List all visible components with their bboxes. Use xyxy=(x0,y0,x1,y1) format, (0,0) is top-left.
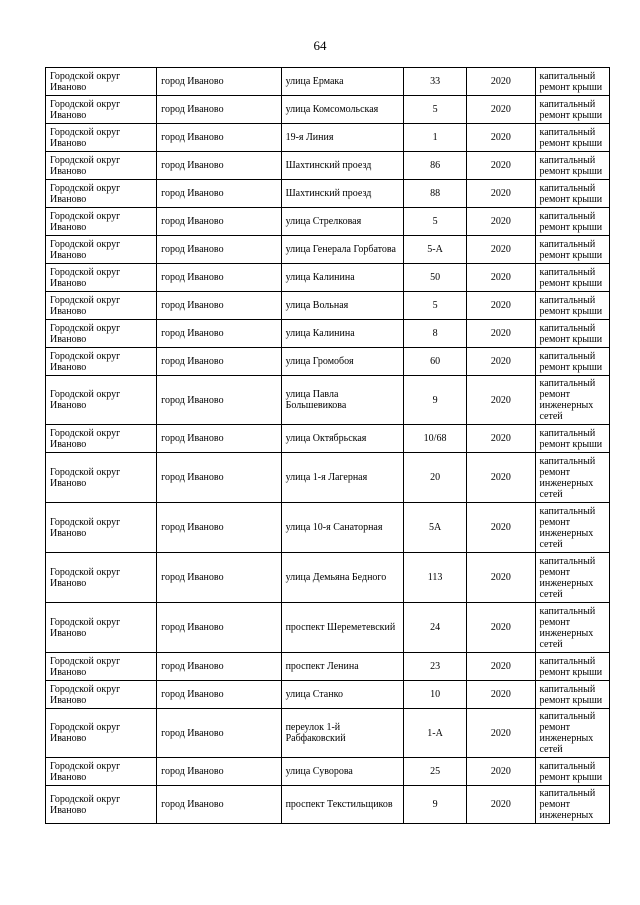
street-cell: улица 1-я Лагерная xyxy=(281,453,403,503)
table-row xyxy=(46,553,610,603)
city-cell: город Иваново xyxy=(157,180,281,208)
house-number-cell: 10/68 xyxy=(403,425,466,453)
year-cell: 2020 xyxy=(467,124,535,152)
city-cell: город Иваново xyxy=(157,376,281,425)
work-type-cell: капитальный ремонт крыши xyxy=(535,758,610,786)
district-cell: Городской округ Иваново xyxy=(46,453,157,503)
district-cell: Городской округ Иваново xyxy=(46,603,157,653)
house-number-cell: 60 xyxy=(403,348,466,376)
table-row xyxy=(46,264,610,292)
street-cell: 19-я Линия xyxy=(281,124,403,152)
city-cell: город Иваново xyxy=(157,96,281,124)
table-row xyxy=(46,320,610,348)
work-type-cell: капитальный ремонт крыши xyxy=(535,320,610,348)
year-cell: 2020 xyxy=(467,320,535,348)
year-cell: 2020 xyxy=(467,503,535,553)
year-cell: 2020 xyxy=(467,653,535,681)
street-cell: улица Павла Большевикова xyxy=(281,376,403,425)
table-row xyxy=(46,653,610,681)
street-cell: проспект Текстильщиков xyxy=(281,786,403,824)
table-row xyxy=(46,681,610,709)
district-cell: Городской округ Иваново xyxy=(46,681,157,709)
table-row xyxy=(46,453,610,503)
house-number-cell: 1 xyxy=(403,124,466,152)
work-type-cell: капитальный ремонт инженерных сетей xyxy=(535,503,610,553)
table-row xyxy=(46,152,610,180)
year-cell: 2020 xyxy=(467,758,535,786)
district-cell: Городской округ Иваново xyxy=(46,653,157,681)
year-cell: 2020 xyxy=(467,681,535,709)
street-cell: улица Вольная xyxy=(281,292,403,320)
year-cell: 2020 xyxy=(467,786,535,824)
table-row xyxy=(46,180,610,208)
city-cell: город Иваново xyxy=(157,208,281,236)
year-cell: 2020 xyxy=(467,208,535,236)
work-type-cell: капитальный ремонт крыши xyxy=(535,180,610,208)
year-cell: 2020 xyxy=(467,709,535,758)
table-row xyxy=(46,208,610,236)
work-type-cell: капитальный ремонт крыши xyxy=(535,348,610,376)
city-cell: город Иваново xyxy=(157,758,281,786)
work-type-cell: капитальный ремонт инженерных сетей xyxy=(535,376,610,425)
district-cell: Городской округ Иваново xyxy=(46,503,157,553)
city-cell: город Иваново xyxy=(157,709,281,758)
street-cell: проспект Ленина xyxy=(281,653,403,681)
work-type-cell: капитальный ремонт инженерных сетей xyxy=(535,603,610,653)
district-cell: Городской округ Иваново xyxy=(46,96,157,124)
house-number-cell: 50 xyxy=(403,264,466,292)
city-cell: город Иваново xyxy=(157,786,281,824)
street-cell: улица Генерала Горбатова xyxy=(281,236,403,264)
table-row xyxy=(46,292,610,320)
district-cell: Городской округ Иваново xyxy=(46,553,157,603)
year-cell: 2020 xyxy=(467,453,535,503)
work-type-cell: капитальный ремонт крыши xyxy=(535,96,610,124)
table-row xyxy=(46,124,610,152)
year-cell: 2020 xyxy=(467,292,535,320)
city-cell: город Иваново xyxy=(157,453,281,503)
house-number-cell: 10 xyxy=(403,681,466,709)
district-cell: Городской округ Иваново xyxy=(46,425,157,453)
city-cell: город Иваново xyxy=(157,124,281,152)
table-row xyxy=(46,68,610,96)
year-cell: 2020 xyxy=(467,236,535,264)
street-cell: улица Станко xyxy=(281,681,403,709)
street-cell: улица Комсомольская xyxy=(281,96,403,124)
district-cell: Городской округ Иваново xyxy=(46,320,157,348)
street-cell: улица Стрелковая xyxy=(281,208,403,236)
table-row xyxy=(46,503,610,553)
district-cell: Городской округ Иваново xyxy=(46,264,157,292)
year-cell: 2020 xyxy=(467,68,535,96)
work-type-cell: капитальный ремонт инженерных сетей xyxy=(535,453,610,503)
house-number-cell: 5 xyxy=(403,292,466,320)
street-cell: улица 10-я Санаторная xyxy=(281,503,403,553)
table-row xyxy=(46,96,610,124)
street-cell: улица Октябрьская xyxy=(281,425,403,453)
street-cell: улица Демьяна Бедного xyxy=(281,553,403,603)
district-cell: Городской округ Иваново xyxy=(46,152,157,180)
city-cell: город Иваново xyxy=(157,603,281,653)
street-cell: переулок 1-й Рабфаковский xyxy=(281,709,403,758)
street-cell: улица Суворова xyxy=(281,758,403,786)
district-cell: Городской округ Иваново xyxy=(46,124,157,152)
city-cell: город Иваново xyxy=(157,681,281,709)
district-cell: Городской округ Иваново xyxy=(46,208,157,236)
house-number-cell: 9 xyxy=(403,376,466,425)
work-type-cell: капитальный ремонт крыши xyxy=(535,124,610,152)
street-cell: улица Калинина xyxy=(281,264,403,292)
house-number-cell: 5 xyxy=(403,208,466,236)
house-number-cell: 88 xyxy=(403,180,466,208)
year-cell: 2020 xyxy=(467,264,535,292)
work-type-cell: капитальный ремонт крыши xyxy=(535,68,610,96)
city-cell: город Иваново xyxy=(157,553,281,603)
house-number-cell: 5А xyxy=(403,503,466,553)
district-cell: Городской округ Иваново xyxy=(46,180,157,208)
work-type-cell: капитальный ремонт инженерных xyxy=(535,786,610,824)
table-row xyxy=(46,376,610,425)
year-cell: 2020 xyxy=(467,425,535,453)
street-cell: Шахтинский проезд xyxy=(281,180,403,208)
city-cell: город Иваново xyxy=(157,320,281,348)
work-type-cell: капитальный ремонт крыши xyxy=(535,152,610,180)
table-row xyxy=(46,786,610,824)
table-row xyxy=(46,758,610,786)
work-type-cell: капитальный ремонт крыши xyxy=(535,208,610,236)
street-cell: проспект Шереметевский xyxy=(281,603,403,653)
house-number-cell: 9 xyxy=(403,786,466,824)
page-number: 64 xyxy=(313,38,327,53)
work-type-cell: капитальный ремонт крыши xyxy=(535,236,610,264)
year-cell: 2020 xyxy=(467,180,535,208)
year-cell: 2020 xyxy=(467,603,535,653)
work-type-cell: капитальный ремонт крыши xyxy=(535,425,610,453)
year-cell: 2020 xyxy=(467,376,535,425)
street-cell: улица Ермака xyxy=(281,68,403,96)
work-type-cell: капитальный ремонт крыши xyxy=(535,264,610,292)
house-number-cell: 1-А xyxy=(403,709,466,758)
table-row xyxy=(46,603,610,653)
house-number-cell: 86 xyxy=(403,152,466,180)
table-row xyxy=(46,348,610,376)
city-cell: город Иваново xyxy=(157,292,281,320)
table-row xyxy=(46,236,610,264)
work-type-cell: капитальный ремонт инженерных сетей xyxy=(535,709,610,758)
work-type-cell: капитальный ремонт крыши xyxy=(535,653,610,681)
district-cell: Городской округ Иваново xyxy=(46,709,157,758)
work-type-cell: капитальный ремонт крыши xyxy=(535,681,610,709)
district-cell: Городской округ Иваново xyxy=(46,236,157,264)
house-number-cell: 20 xyxy=(403,453,466,503)
district-cell: Городской округ Иваново xyxy=(46,348,157,376)
city-cell: город Иваново xyxy=(157,264,281,292)
city-cell: город Иваново xyxy=(157,152,281,180)
year-cell: 2020 xyxy=(467,152,535,180)
house-number-cell: 33 xyxy=(403,68,466,96)
house-number-cell: 23 xyxy=(403,653,466,681)
table-row xyxy=(46,709,610,758)
house-number-cell: 5 xyxy=(403,96,466,124)
housing-repair-table xyxy=(45,67,610,824)
city-cell: город Иваново xyxy=(157,503,281,553)
district-cell: Городской округ Иваново xyxy=(46,292,157,320)
house-number-cell: 24 xyxy=(403,603,466,653)
work-type-cell: капитальный ремонт крыши xyxy=(535,292,610,320)
house-number-cell: 113 xyxy=(403,553,466,603)
district-cell: Городской округ Иваново xyxy=(46,758,157,786)
city-cell: город Иваново xyxy=(157,236,281,264)
city-cell: город Иваново xyxy=(157,653,281,681)
year-cell: 2020 xyxy=(467,553,535,603)
street-cell: улица Громобоя xyxy=(281,348,403,376)
house-number-cell: 5-А xyxy=(403,236,466,264)
street-cell: улица Калинина xyxy=(281,320,403,348)
year-cell: 2020 xyxy=(467,348,535,376)
house-number-cell: 25 xyxy=(403,758,466,786)
district-cell: Городской округ Иваново xyxy=(46,68,157,96)
year-cell: 2020 xyxy=(467,96,535,124)
table-row xyxy=(46,425,610,453)
district-cell: Городской округ Иваново xyxy=(46,786,157,824)
street-cell: Шахтинский проезд xyxy=(281,152,403,180)
district-cell: Городской округ Иваново xyxy=(46,376,157,425)
house-number-cell: 8 xyxy=(403,320,466,348)
city-cell: город Иваново xyxy=(157,348,281,376)
city-cell: город Иваново xyxy=(157,68,281,96)
city-cell: город Иваново xyxy=(157,425,281,453)
work-type-cell: капитальный ремонт инженерных сетей xyxy=(535,553,610,603)
